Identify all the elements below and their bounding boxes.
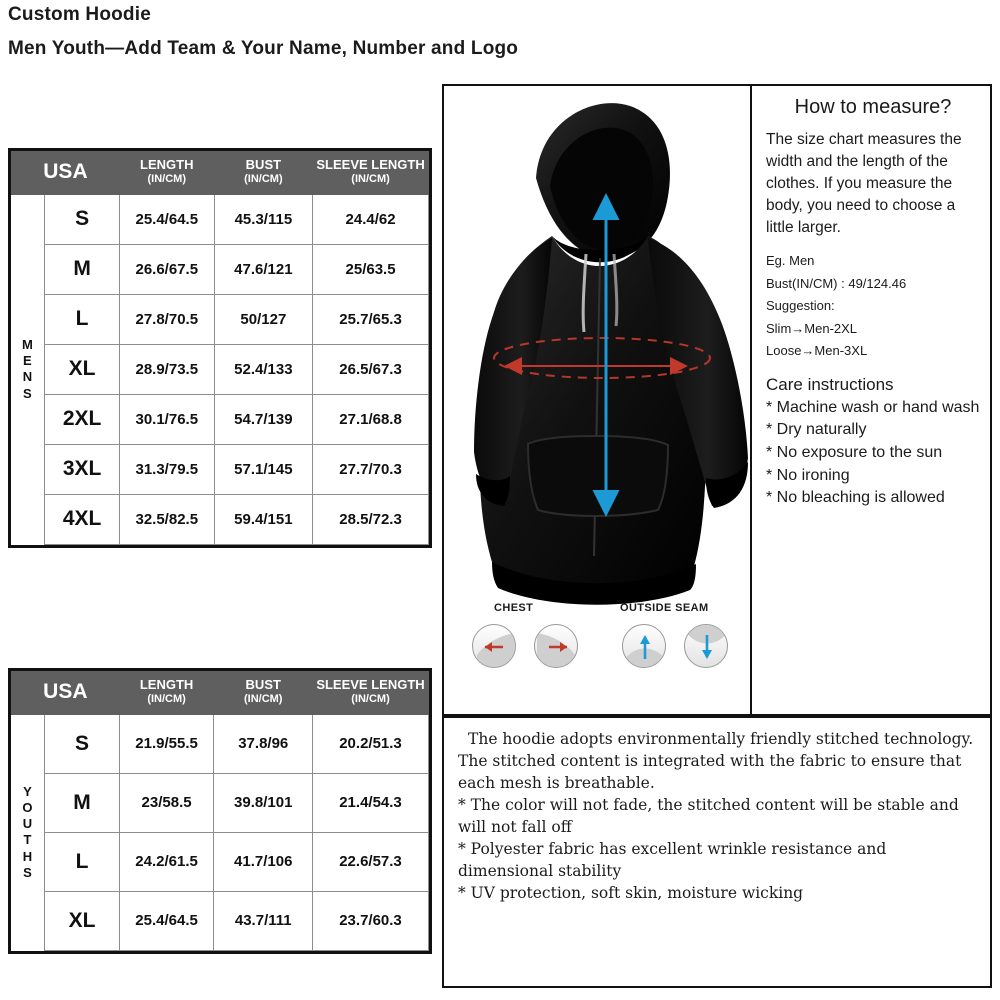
table-row <box>12 394 429 444</box>
column-header-sleeve: SLEEVE LENGTH (IN/CM) <box>313 672 429 715</box>
page-subtitle: Men Youth—Add Team & Your Name, Number and Logo <box>8 38 519 59</box>
cell-sleeve: 27.1/68.8 <box>313 394 429 444</box>
example-line: Slim→Men-2XL <box>766 320 858 336</box>
cell-sleeve: 20.2/51.3 <box>313 714 429 773</box>
cell-length: 28.9/73.5 <box>119 344 214 394</box>
column-header-length: LENGTH (IN/CM) <box>119 672 214 715</box>
cell-length: 32.5/82.5 <box>119 494 214 544</box>
care-item: * No ironing <box>766 466 850 484</box>
fabric-info-panel <box>442 716 992 988</box>
example-line: Loose→Men-3XL <box>766 343 868 358</box>
cell-sleeve: 25.7/65.3 <box>313 294 429 344</box>
cell-length: 27.8/70.5 <box>119 294 214 344</box>
column-header-usa: USA <box>12 152 120 195</box>
cell-size: S <box>45 194 120 244</box>
example-line: Bust(IN/CM) : 49/124.46 <box>766 275 907 291</box>
table-row <box>12 444 429 494</box>
cell-bust: 52.4/133 <box>214 344 312 394</box>
example-line: Eg. Men <box>766 253 815 268</box>
side-label-mens: M E N S <box>12 194 45 544</box>
cell-length: 31.3/79.5 <box>119 444 214 494</box>
cell-size: 3XL <box>45 444 120 494</box>
cell-sleeve: 23.7/60.3 <box>313 891 429 950</box>
fabric-bullet: * The color will not fade, the stitched content will be stable and will not fall off <box>458 796 959 836</box>
column-header-bust: BUST (IN/CM) <box>214 672 313 715</box>
cell-size: 4XL <box>45 494 120 544</box>
care-instructions-heading: Care instructions <box>766 374 894 394</box>
cell-sleeve: 25/63.5 <box>313 244 429 294</box>
chest-label: CHEST <box>494 602 534 614</box>
care-item: * Machine wash or hand wash <box>766 398 980 416</box>
cell-bust: 43.7/111 <box>214 891 313 950</box>
how-to-measure-text: The size chart measures the width and the length of the clothes. If you measure the body, you need to choose a little larger. <box>766 131 962 236</box>
cell-size: 2XL <box>45 394 120 444</box>
cell-length: 25.4/64.5 <box>119 194 214 244</box>
column-header-bust: BUST (IN/CM) <box>214 152 312 195</box>
outside-seam-label: OUTSIDE SEAM <box>620 602 709 614</box>
care-item: * No exposure to the sun <box>766 443 943 461</box>
table-row <box>12 714 429 773</box>
cell-bust: 57.1/145 <box>214 444 312 494</box>
table-row <box>12 494 429 544</box>
arrow-up-icon <box>622 624 666 668</box>
table-row <box>12 773 429 832</box>
how-to-measure-heading: How to measure? <box>794 96 952 118</box>
cell-bust: 50/127 <box>214 294 312 344</box>
cell-sleeve: 27.7/70.3 <box>313 444 429 494</box>
cell-bust: 39.8/101 <box>214 773 313 832</box>
cell-bust: 59.4/151 <box>214 494 312 544</box>
cell-size: M <box>45 773 119 832</box>
arrow-right-icon <box>534 624 578 668</box>
cell-length: 23/58.5 <box>119 773 214 832</box>
mens-size-table <box>8 148 432 548</box>
youth-size-table <box>8 668 432 954</box>
cell-size: XL <box>45 891 119 950</box>
table-header-row <box>12 152 429 195</box>
cell-bust: 54.7/139 <box>214 394 312 444</box>
fabric-bullet: * Polyester fabric has excellent wrinkle resistance and dimensional stability <box>458 840 887 880</box>
cell-sleeve: 26.5/67.3 <box>313 344 429 394</box>
cell-size: L <box>45 832 119 891</box>
arrow-left-icon <box>472 624 516 668</box>
black-hoodie-illustration <box>444 86 750 714</box>
cell-size: M <box>45 244 120 294</box>
column-header-usa: USA <box>12 672 120 715</box>
care-item: * No bleaching is allowed <box>766 489 945 507</box>
product-photo-panel <box>442 84 752 716</box>
cell-length: 24.2/61.5 <box>119 832 214 891</box>
column-header-sleeve: SLEEVE LENGTH (IN/CM) <box>313 152 429 195</box>
cell-length: 26.6/67.5 <box>119 244 214 294</box>
cell-bust: 37.8/96 <box>214 714 313 773</box>
cell-size: S <box>45 714 119 773</box>
care-item: * Dry naturally <box>766 421 867 439</box>
cell-length: 25.4/64.5 <box>119 891 214 950</box>
table-row <box>12 294 429 344</box>
example-line: Suggestion: <box>766 298 835 313</box>
table-row <box>12 832 429 891</box>
cell-bust: 41.7/106 <box>214 832 313 891</box>
cell-size: L <box>45 294 120 344</box>
table-header-row <box>12 672 429 715</box>
table-row <box>12 194 429 244</box>
cell-sleeve: 22.6/57.3 <box>313 832 429 891</box>
cell-bust: 47.6/121 <box>214 244 312 294</box>
cell-sleeve: 24.4/62 <box>313 194 429 244</box>
arrow-down-icon <box>684 624 728 668</box>
how-to-measure-panel <box>750 84 992 716</box>
cell-sleeve: 21.4/54.3 <box>313 773 429 832</box>
cell-size: XL <box>45 344 120 394</box>
cell-sleeve: 28.5/72.3 <box>313 494 429 544</box>
table-row <box>12 891 429 950</box>
fabric-bullet: * UV protection, soft skin, moisture wicking <box>458 884 804 902</box>
cell-bust: 45.3/115 <box>214 194 312 244</box>
side-label-youths: Y O U T H S <box>12 714 45 950</box>
cell-length: 21.9/55.5 <box>119 714 214 773</box>
page-title: Custom Hoodie <box>8 4 151 25</box>
fabric-paragraph: The hoodie adopts environmentally friendly stitched technology. The stitched content is integrated with the fabric to ensure that each mesh is breathable. <box>458 730 974 792</box>
table-row <box>12 344 429 394</box>
table-row <box>12 244 429 294</box>
cell-length: 30.1/76.5 <box>119 394 214 444</box>
column-header-length: LENGTH (IN/CM) <box>119 152 214 195</box>
